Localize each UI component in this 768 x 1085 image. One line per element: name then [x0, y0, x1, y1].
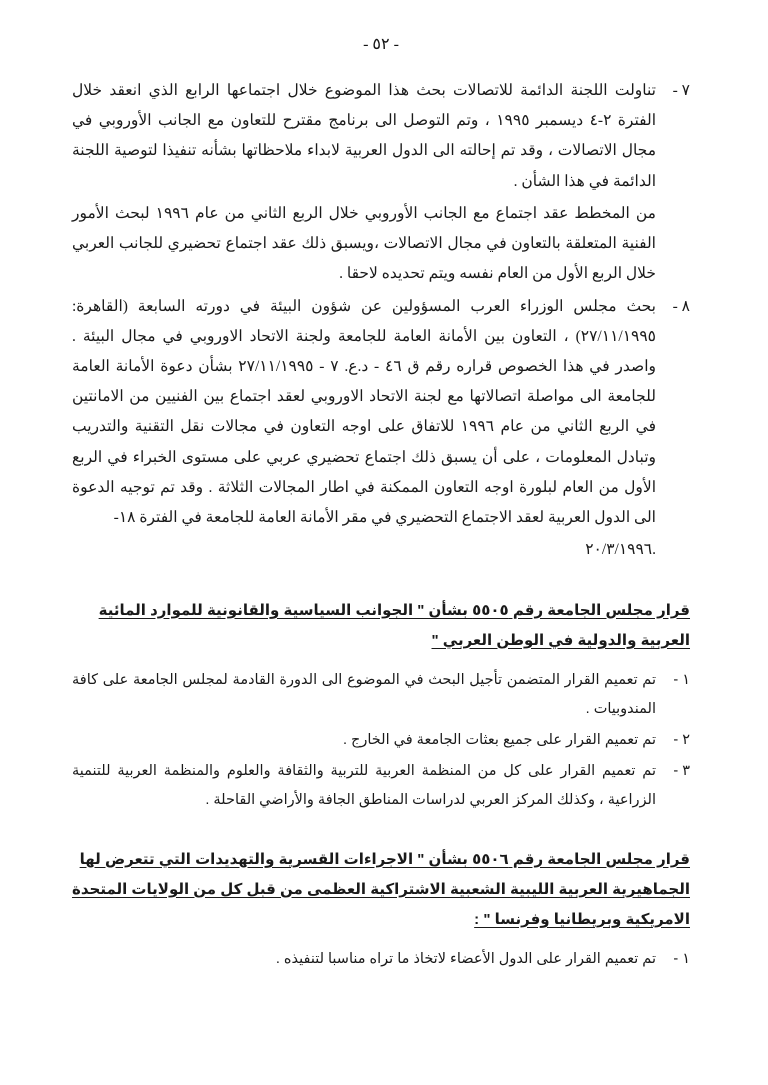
list-item: [72, 292, 690, 534]
list-item: [72, 757, 690, 815]
paragraph-tail: .٢٠/٣/١٩٩٦: [585, 541, 656, 559]
resolution-two-list: [72, 945, 690, 974]
list-item-text: تم تعميم القرار على الدول الأعضاء لاتخاذ ما تراه مناسبا لتنفيذه .: [275, 950, 656, 967]
resolution-two-heading-line1: قرار مجلس الجامعة رقم ٥٥٠٦ بشأن " الاجراءات القسرية والتهديدات التي تتعرض لها: [79, 850, 690, 868]
resolution-one-list: [72, 666, 690, 815]
list-item-text: بحث مجلس الوزراء العرب المسؤولين عن شؤون البيئة في دورته السابعة (القاهرة: ٢٧/١١/١٩٩٥) ، التعاون بين الأمانة العامة للجامعة ولجنة الاتحاد الاوروبي في مجال البيئة . واصدر في هذا الخصوص قراره رقم ق ٤٦ - د.ع. ٧ - ٢٧/١١/١٩٩٥ بشأن دعوة الأمانة العامة للجامعة الى مواصلة اتصالاتها مع لجنة الاتحاد الاوروبي لعقد اجتماع بين الفنيين من الامانتين في الربع الثاني من عام ١٩٩٦ للاتفاق على اوجه التعاون في مجالات نقل التقنية والتدريب وتبادل المعلومات ، على أن يسبق ذلك اجتماع تحضيري عربي على مستوى الخبراء في الربع الأول من العام لبلورة اوجه التعاون الممكنة في اطار المجالات الثلاثة . وقد تم توجيه الدعوة الى الدول العربية لعقد الاجتماع التحضيري في مقر الأمانة العامة للجامعة في الفترة ١٨-: [72, 297, 656, 527]
list-item: [72, 666, 690, 724]
list-item: [72, 76, 690, 197]
list-item-text: تناولت اللجنة الدائمة للاتصالات بحث هذا الموضوع خلال اجتماعها الرابع الذي انعقد خلال الفترة ٢-٤ ديسمبر ١٩٩٥ ، وتم التوصل الى برنامج مقترح للتعاون مع الجانب الأوروبي في مجال الاتصالات ، وقد تم إحالته الى الدول العربية لابداء ملاحظاتها بشأنه تنفيذا لتوصية اللجنة الدائمة في هذا الشأن .: [72, 82, 657, 190]
list-item-marker: ٨ -: [672, 297, 690, 315]
resolution-two-heading: [72, 845, 690, 935]
list-item-marker: ١ -: [673, 671, 690, 688]
list-item: [72, 726, 690, 755]
list-item-text: تم تعميم القرار على كل من المنظمة العربية للتربية والثقافة والعلوم والمنظمة العربية للتنمية الزراعية ، وكذلك المركز العربي لدراسات المناطق الجافة والأراضي القاحلة .: [72, 762, 656, 808]
list-item-marker: ٧ -: [672, 82, 690, 99]
list-item-text: تم تعميم القرار على جميع بعثات الجامعة في الخارج .: [342, 731, 656, 748]
resolution-one-heading-line2: العربية والدولية في الوطن العربي ": [431, 631, 690, 649]
resolution-one-heading: [72, 596, 690, 656]
list-item-marker: ٢ -: [673, 731, 690, 748]
list-item: [72, 945, 690, 974]
list-item-marker: ٣ -: [673, 762, 690, 779]
page-number: - ٥٢ -: [363, 36, 399, 53]
resolution-two-heading-line2: الجماهيرية العربية الليبية الشعبية الاشتراكية العظمى من قبل كل من الولايات المتحدة: [71, 880, 690, 898]
resolution-two-heading-line3: الامريكية وبريطانيا وفرنسا " :: [474, 910, 690, 928]
paragraph-continuation: من المخطط عقد اجتماع مع الجانب الأوروبي خلال الربع الثاني من عام ١٩٩٦ لبحث الأمور الفنية المتعلقة بالتعاون في مجال الاتصالات ،ويسبق ذلك عقد اجتماع تحضيري للجانب العربي خلال الربع الأول من العام نفسه ويتم تحديده لاحقا .: [72, 204, 656, 283]
list-item-marker: ١ -: [673, 950, 690, 967]
list-item-text: تم تعميم القرار المتضمن تأجيل البحث في الموضوع الى الدورة القادمة لمجلس الجامعة على كافة المندوبيات .: [72, 671, 656, 717]
resolution-one-heading-line1: قرار مجلس الجامعة رقم ٥٥٠٥ بشأن " الجوانب السياسية والقانونية للموارد المائية: [98, 601, 690, 619]
